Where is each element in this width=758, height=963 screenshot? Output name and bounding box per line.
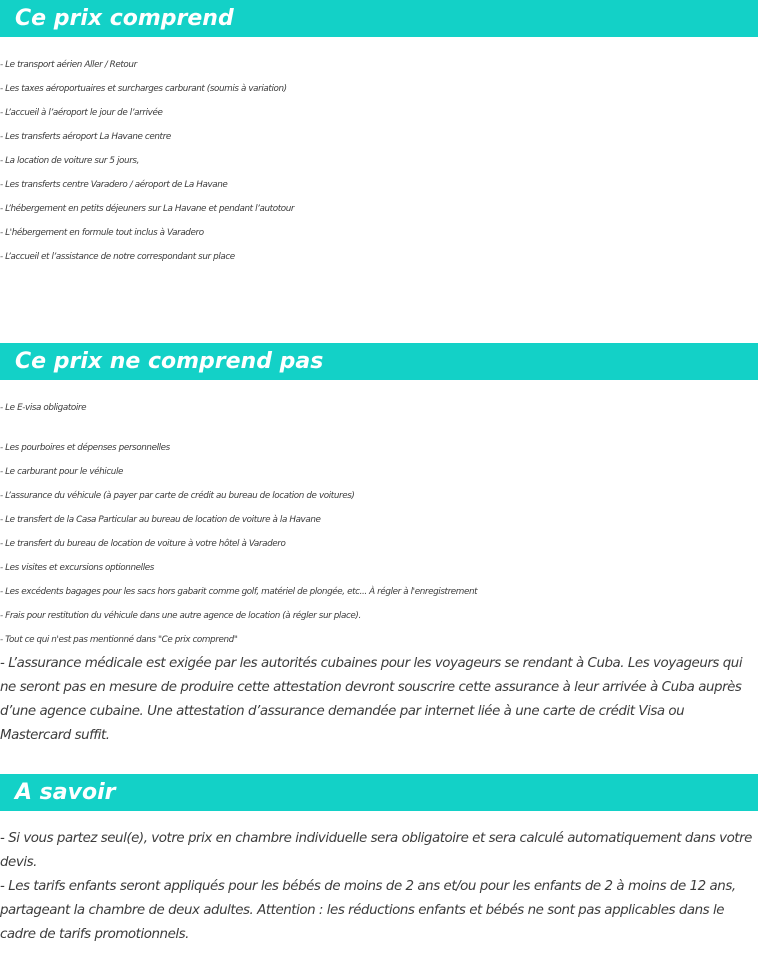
- not-included-list: [0, 396, 758, 748]
- list-item: - La location de voiture sur 5 jours,: [0, 156, 139, 166]
- list-item: - L’assurance médicale est exigée par les autorités cubaines pour les voyageurs se rendant à Cuba. Les voyageurs qui ne seront pas en mesure de produire cette attestation devront souscrire cette assurance à leur arrivée à Cuba auprès d’une agence cubaine. Une attestation d’assurance demandée par internet liée à une carte de crédit Visa ou Mastercard suffit.: [0, 656, 743, 743]
- list-item: - Tout ce qui n'est pas mentionné dans "Ce prix comprend": [0, 635, 238, 645]
- list-item: - Les visites et excursions optionnelles: [0, 563, 154, 573]
- list-item: - L’accueil et l’assistance de notre correspondant sur place: [0, 252, 235, 262]
- section-header-not-included: Ce prix ne comprend pas: [0, 343, 758, 380]
- list-item: - L’assurance du véhicule (à payer par carte de crédit au bureau de location de voitures): [0, 491, 355, 501]
- list-item: - Les pourboires et dépenses personnelles: [0, 443, 170, 453]
- section-header-good-to-know: A savoir: [0, 774, 758, 811]
- list-item: - Les taxes aéroportuaires et surcharges carburant (soumis à variation): [0, 84, 287, 94]
- list-item: - Les excédents bagages pour les sacs hors gabarit comme golf, matériel de plongée, etc... À régler à l'enregistrement: [0, 587, 478, 597]
- list-item: - Le transfert du bureau de location de voiture à votre hôtel à Varadero: [0, 539, 286, 549]
- list-item: - L’accueil à l’aéroport le jour de l’arrivée: [0, 108, 163, 118]
- list-item: - Le transfert de la Casa Particular au bureau de location de voiture à la Havane: [0, 515, 321, 525]
- included-list: [0, 53, 758, 269]
- list-item: - Si vous partez seul(e), votre prix en chambre individuelle sera obligatoire et sera calculé automatiquement dans votre devis.: [0, 831, 752, 870]
- list-item: - Frais pour restitution du véhicule dans une autre agence de location (à régler sur place).: [0, 611, 361, 621]
- list-item: - Le transport aérien Aller / Retour: [0, 60, 137, 70]
- list-item: - Les tarifs enfants seront appliqués pour les bébés de moins de 2 ans et/ou pour les enfants de 2 à moins de 12 ans, partageant la chambre de deux adultes. Attention : les réductions enfants et bébés ne sont pas applicables dans le cadre de tarifs promotionnels.: [0, 879, 736, 942]
- list-item: - Le carburant pour le véhicule: [0, 467, 124, 477]
- list-item: - L’hébergement en petits déjeuners sur La Havane et pendant l’autotour: [0, 204, 295, 214]
- section-header-included: Ce prix comprend: [0, 0, 758, 37]
- list-item: - Les transferts aéroport La Havane centre: [0, 132, 171, 142]
- list-item: - L'hébergement en formule tout inclus à Varadero: [0, 228, 204, 238]
- good-to-know-list: [0, 827, 758, 947]
- list-item: - Les transferts centre Varadero / aéroport de La Havane: [0, 180, 228, 190]
- list-item: - Le E-visa obligatoire: [0, 403, 87, 413]
